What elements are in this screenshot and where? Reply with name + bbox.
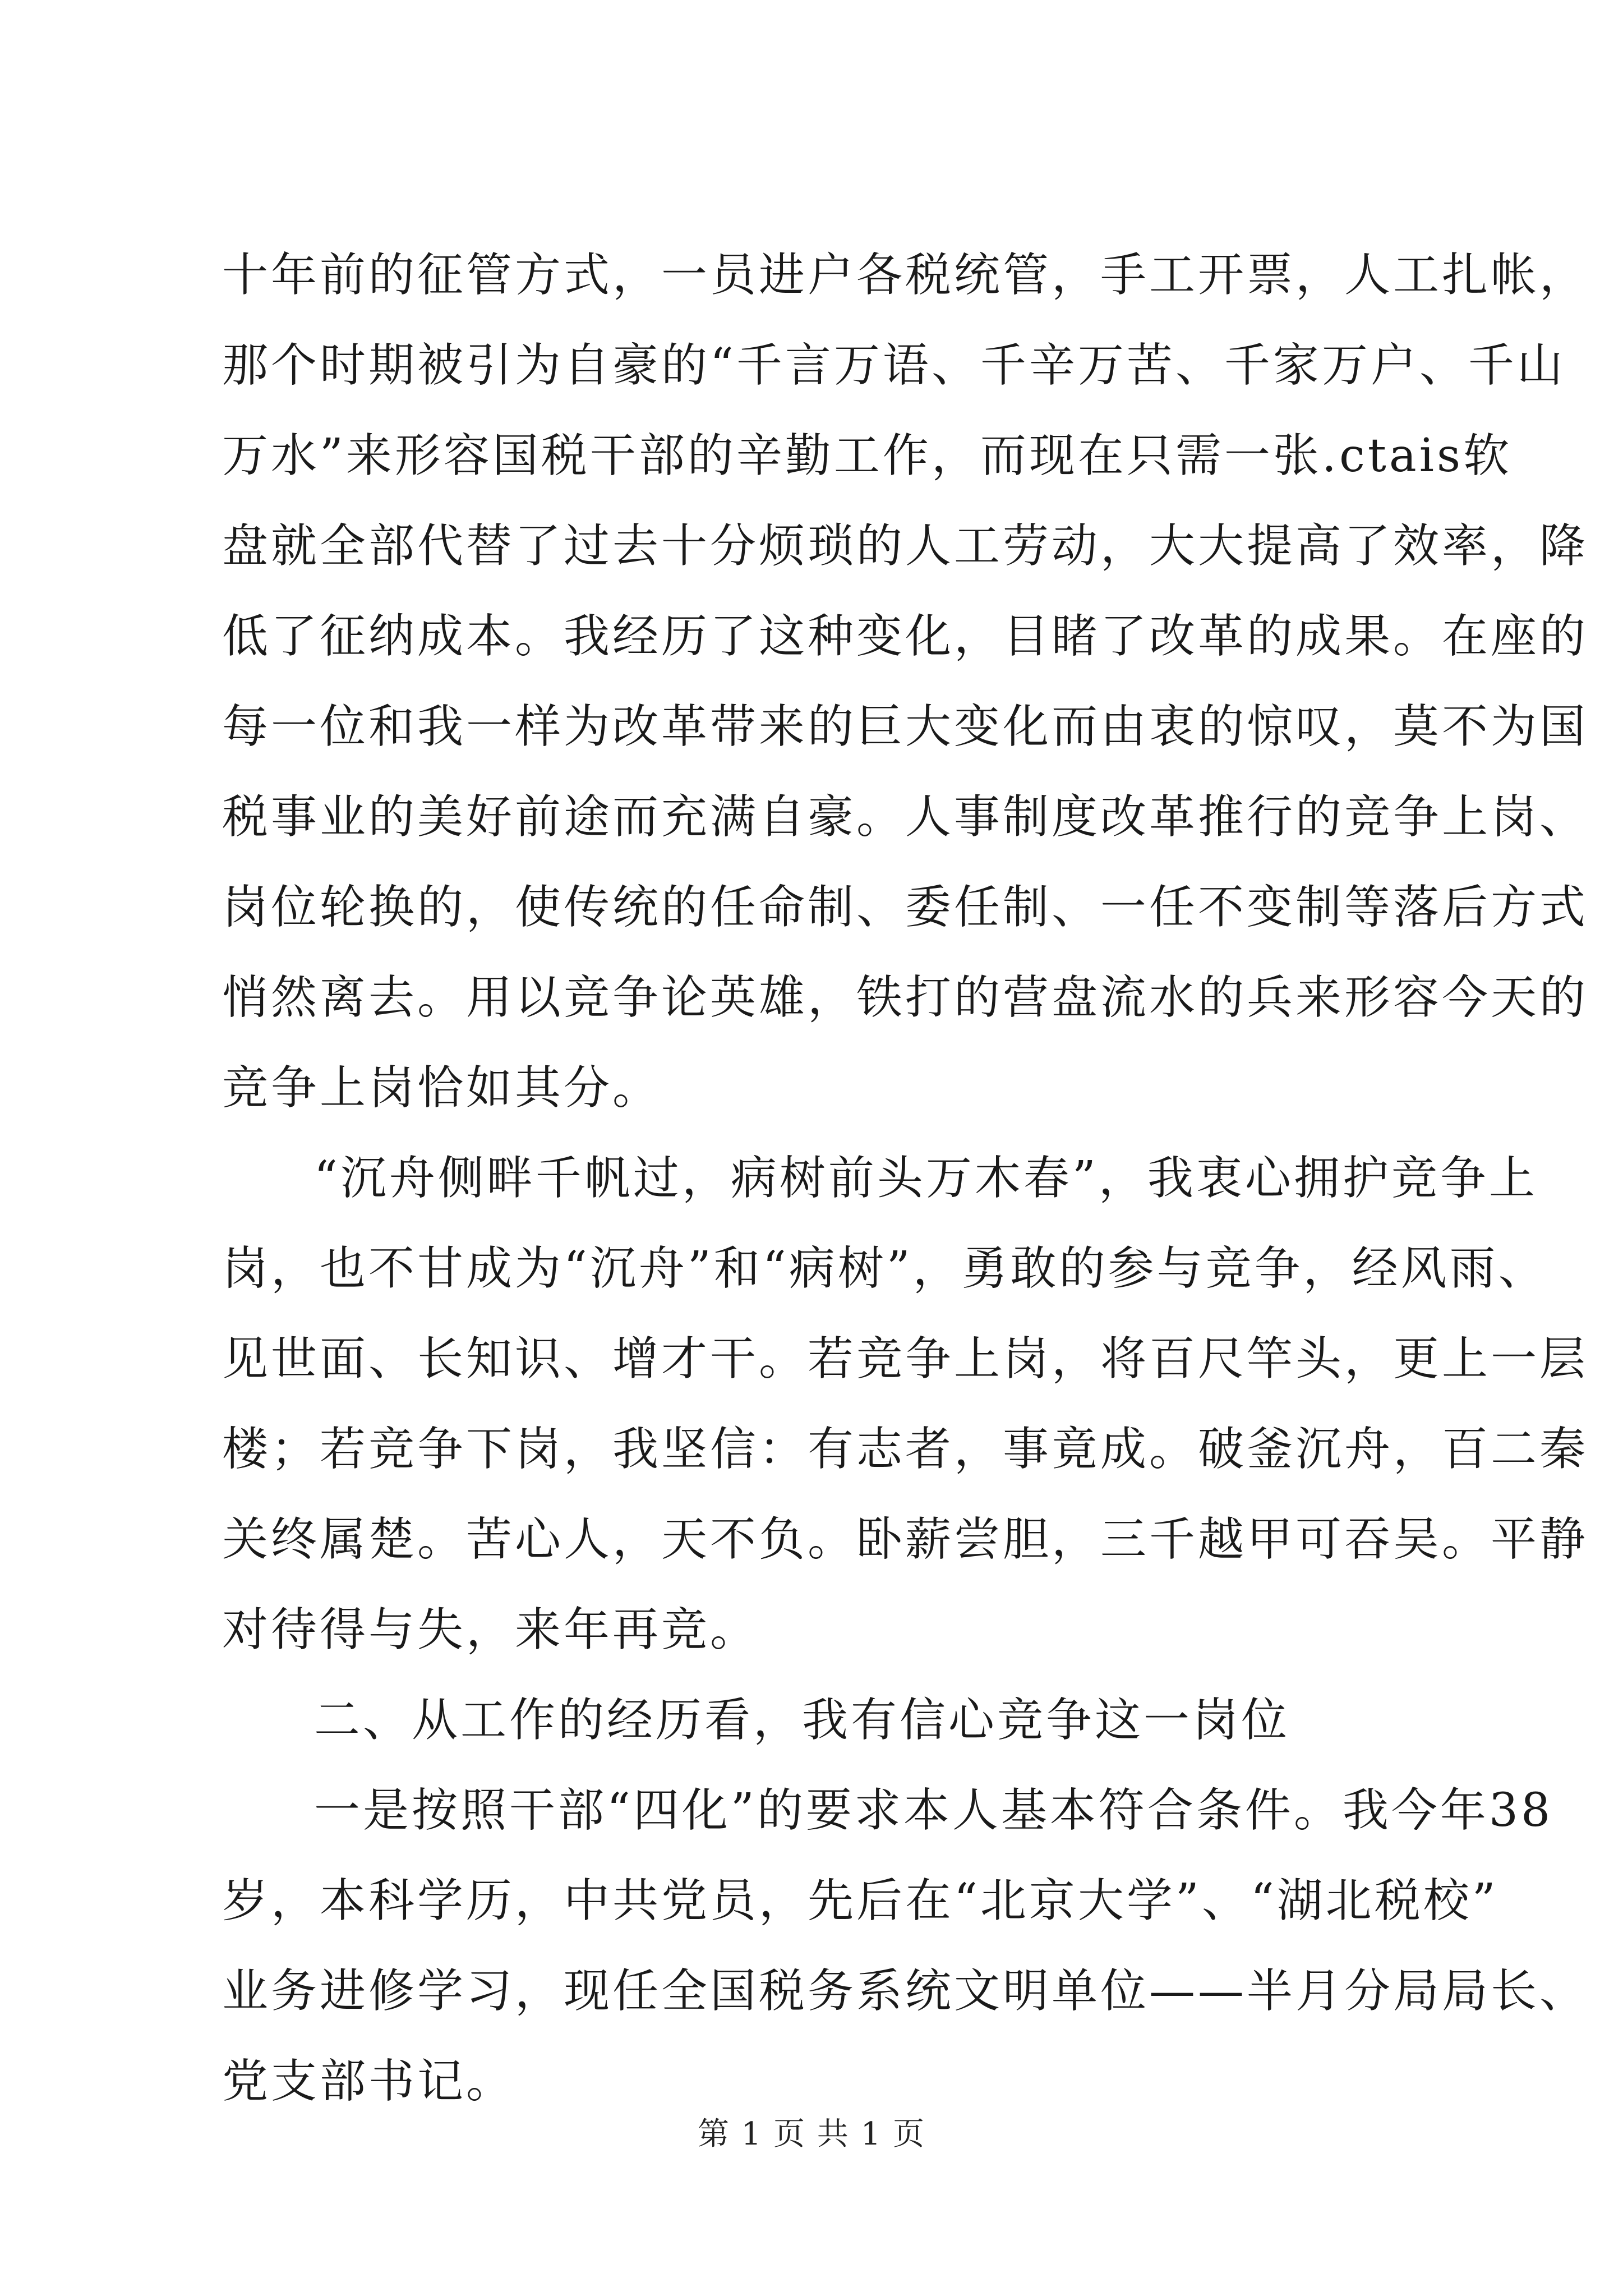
text-line: “沉舟侧畔千帆过，病树前头万木春”，我衷心拥护竞争上	[314, 1152, 1538, 1205]
text-line: 竞争上岗恰如其分。	[222, 1061, 662, 1115]
text-line: 低了征纳成本。我经历了这种变化，目睹了改革的成果。在座的	[222, 610, 1589, 663]
paragraph-reform-changes	[222, 230, 1589, 1133]
text-line: 业务进修学习，现任全国税务系统文明单位——半月分局局长、	[222, 1964, 1589, 2018]
text-line: 盘就全部代替了过去十分烦琐的人工劳动，大大提高了效率，降	[222, 519, 1589, 573]
text-line: 一是按照干部“四化”的要求本人基本符合条件。我今年38	[314, 1784, 1553, 1837]
text-line: 每一位和我一样为改革带来的巨大变化而由衷的惊叹，莫不为国	[222, 700, 1589, 753]
text-line: 岗位轮换的，使传统的任命制、委任制、一任不变制等落后方式	[222, 881, 1589, 934]
text-line: 关终属楚。苦心人，天不负。卧薪尝胆，三千越甲可吞吴。平静	[222, 1513, 1589, 1566]
text-line: 悄然离去。用以竞争论英雄，铁打的营盘流水的兵来形容今天的	[222, 971, 1589, 1024]
text-line: 见世面、长知识、增才干。若竞争上岗，将百尺竿头，更上一层	[222, 1332, 1589, 1386]
text-line: 十年前的征管方式，一员进户各税统管，手工开票，人工扎帐，	[222, 249, 1589, 302]
text-line: 税事业的美好前途而充满自豪。人事制度改革推行的竞争上岗、	[222, 790, 1589, 844]
text-line: 党支部书记。	[222, 2055, 515, 2108]
text-line: 万水”来形容国税干部的辛勤工作，而现在只需一张.ctais软	[222, 429, 1513, 482]
document-body	[222, 230, 1589, 2127]
text-line: 对待得与失，来年再竞。	[222, 1603, 759, 1657]
text-line: 楼；若竞争下岗，我坚信：有志者，事竟成。破釜沉舟，百二秦	[222, 1423, 1589, 1476]
paragraph-competition-attitude	[222, 1133, 1589, 1675]
page-number-footer: 第 1 页 共 1 页	[697, 2116, 926, 2152]
section-heading	[222, 1675, 1405, 1765]
text-line: 岗，也不甘成为“沉舟”和“病树”，勇敢的参与竞争，经风雨、	[222, 1242, 1547, 1295]
text-line: 那个时期被引为自豪的“千言万语、千辛万苦、千家万户、千山	[222, 339, 1566, 392]
section-heading-text: 二、从工作的经历看，我有信心竞争这一岗位	[314, 1694, 1290, 1747]
paragraph-qualifications	[222, 1765, 1589, 2127]
text-line: 岁，本科学历，中共党员，先后在“北京大学”、“湖北税校”	[222, 1874, 1498, 1927]
